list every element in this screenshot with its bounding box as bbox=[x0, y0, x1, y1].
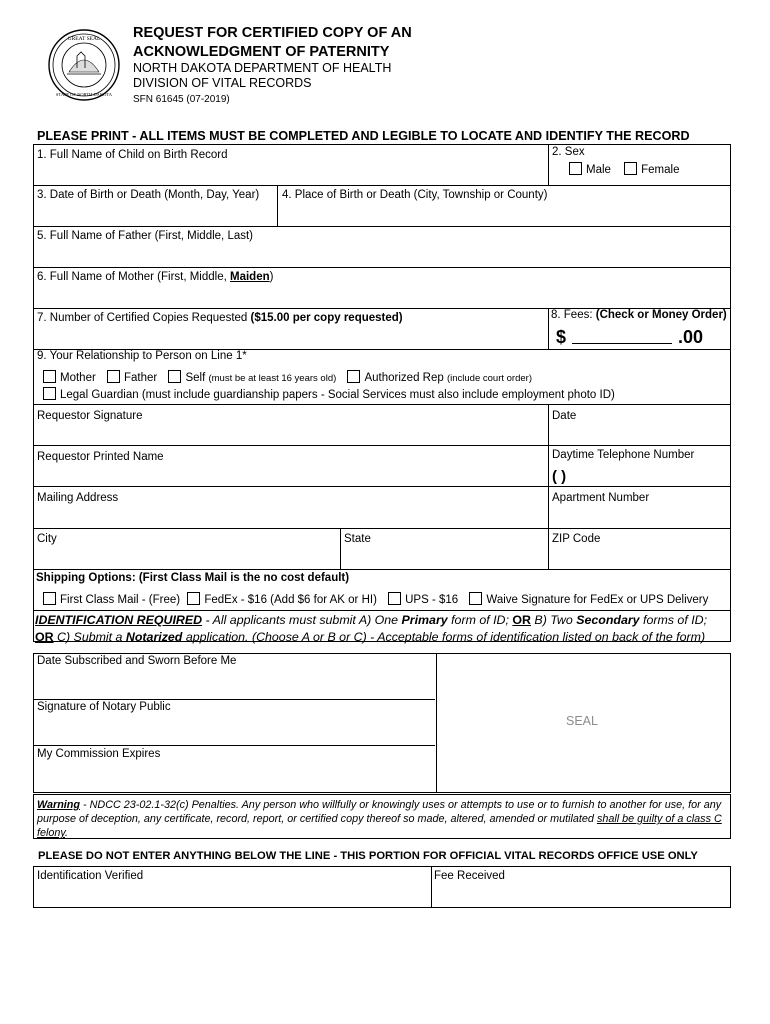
mother-label-start: 6. Full Name of Mother (First, Middle, bbox=[37, 271, 230, 283]
seal-text-top: GREAT SEAL bbox=[67, 36, 101, 42]
waive-signature-label: Waive Signature for FedEx or UPS Delivery bbox=[486, 594, 709, 606]
row-divider bbox=[34, 486, 730, 487]
self-age-note: (must be at least 16 years old) bbox=[208, 373, 337, 384]
fees-label-start: 8. Fees: bbox=[551, 309, 596, 321]
apartment-number-field[interactable]: Apartment Number bbox=[552, 492, 650, 504]
col-divider bbox=[277, 185, 278, 226]
commission-expires-field[interactable]: My Commission Expires bbox=[37, 748, 161, 760]
city-field[interactable]: City bbox=[37, 533, 57, 545]
place-of-birth-field[interactable]: 4. Place of Birth or Death (City, Township or County) bbox=[282, 189, 548, 201]
copies-requested-field[interactable] bbox=[37, 312, 403, 324]
id-or: OR bbox=[512, 613, 531, 627]
authorized-rep-label: Authorized Rep bbox=[364, 372, 444, 384]
mailing-address-field[interactable]: Mailing Address bbox=[37, 492, 119, 504]
dollar-sign: $ bbox=[556, 327, 567, 347]
legal-guardian-label: Legal Guardian (must include guardianship papers - Social Services must also include employment photo ID) bbox=[60, 389, 615, 401]
seal-text-bottom: STATE OF NORTH DAKOTA bbox=[55, 92, 113, 97]
mother-option-label: Mother bbox=[60, 372, 96, 384]
zip-code-field[interactable]: ZIP Code bbox=[552, 533, 601, 545]
warning-label: Warning bbox=[37, 799, 80, 811]
col-divider bbox=[548, 145, 549, 185]
relationship-options bbox=[43, 370, 532, 384]
maiden-label: Maiden bbox=[230, 271, 270, 283]
id-text: form of ID; bbox=[447, 613, 513, 627]
row-divider bbox=[34, 528, 730, 529]
state-seal-logo bbox=[47, 28, 121, 102]
copies-price-note: ($15.00 per copy requested) bbox=[250, 312, 403, 324]
warning-felony-text: shall be guilty of a class C felony bbox=[37, 813, 722, 839]
fee-cents: .00 bbox=[678, 327, 704, 347]
notary-section bbox=[33, 653, 731, 793]
seal-area: SEAL bbox=[566, 714, 598, 728]
telephone-field[interactable]: ( ) bbox=[552, 468, 567, 485]
office-use-heading: PLEASE DO NOT ENTER ANYTHING BELOW THE LINE - THIS PORTION FOR OFFICIAL VITAL RECORDS OFFICE USE ONLY bbox=[38, 850, 698, 862]
row-divider bbox=[34, 404, 730, 405]
id-notarized: Notarized bbox=[125, 630, 183, 644]
authorized-rep-checkbox[interactable] bbox=[347, 370, 360, 383]
first-class-checkbox[interactable] bbox=[43, 592, 56, 605]
female-checkbox[interactable] bbox=[624, 162, 637, 175]
copies-label: 7. Number of Certified Copies Requested bbox=[37, 312, 251, 324]
id-required-heading: IDENTIFICATION REQUIRED bbox=[35, 613, 203, 627]
id-text: B) Two bbox=[530, 613, 577, 627]
identification-required-notice bbox=[35, 612, 735, 646]
father-option-label: Father bbox=[124, 372, 158, 384]
shipping-options bbox=[43, 592, 708, 606]
col-divider bbox=[548, 404, 549, 569]
male-label: Male bbox=[586, 164, 611, 176]
row-divider bbox=[34, 267, 730, 268]
form-title-line1: REQUEST FOR CERTIFIED COPY OF AN bbox=[133, 25, 412, 41]
id-text: application. (Choose A or B or C) - Acceptable forms of identification listed on back of the form) bbox=[182, 630, 706, 644]
female-label: Female bbox=[641, 164, 680, 176]
warning-end: . bbox=[65, 827, 69, 839]
row-divider bbox=[34, 610, 730, 611]
row-divider bbox=[34, 445, 730, 446]
relationship-label: 9. Your Relationship to Person on Line 1* bbox=[37, 350, 247, 362]
ups-checkbox[interactable] bbox=[388, 592, 401, 605]
row-divider bbox=[34, 185, 730, 186]
col-divider bbox=[340, 528, 341, 569]
mother-name-field[interactable] bbox=[37, 271, 273, 283]
date-field[interactable]: Date bbox=[552, 410, 577, 422]
fees-method: (Check or Money Order) bbox=[595, 309, 727, 321]
id-text: - All applicants must submit A) One bbox=[202, 613, 402, 627]
agency-block bbox=[133, 61, 391, 91]
fee-amount-line[interactable] bbox=[572, 329, 672, 344]
warning-text: - NDCC 23-02.1-32(c) Penalties. Any person who willfully or knowingly uses or attempts to use or to furnish to another for use, for any purpose of deception, any certificate, record, report, or certified copy thereof so made, altered, amended or mutilated bbox=[37, 799, 722, 825]
waive-signature-checkbox[interactable] bbox=[469, 592, 482, 605]
ups-label: UPS - $16 bbox=[405, 594, 459, 606]
authorized-rep-note: (include court order) bbox=[446, 373, 532, 384]
row-divider bbox=[34, 569, 730, 570]
row-divider bbox=[34, 745, 435, 746]
office-use-section bbox=[33, 866, 731, 908]
identification-verified-field[interactable]: Identification Verified bbox=[37, 870, 144, 882]
legal-guardian-checkbox[interactable] bbox=[43, 387, 56, 400]
print-instruction: PLEASE PRINT - ALL ITEMS MUST BE COMPLETED AND LEGIBLE TO LOCATE AND IDENTIFY THE RECORD bbox=[37, 129, 690, 143]
id-text: C) Submit a bbox=[53, 630, 126, 644]
father-name-field[interactable]: 5. Full Name of Father (First, Middle, Last) bbox=[37, 230, 254, 242]
telephone-field-label: Daytime Telephone Number bbox=[552, 449, 695, 461]
col-divider bbox=[436, 654, 437, 792]
requestor-printed-name-field[interactable]: Requestor Printed Name bbox=[37, 451, 164, 463]
row-divider bbox=[34, 699, 435, 700]
sex-label: 2. Sex bbox=[552, 146, 585, 158]
request-form bbox=[33, 144, 731, 642]
child-name-field[interactable]: 1. Full Name of Child on Birth Record bbox=[37, 149, 228, 161]
father-checkbox[interactable] bbox=[107, 370, 120, 383]
state-field[interactable]: State bbox=[344, 533, 371, 545]
date-sworn-field[interactable]: Date Subscribed and Sworn Before Me bbox=[37, 655, 237, 667]
form-number: SFN 61645 (07-2019) bbox=[133, 94, 230, 105]
col-divider bbox=[548, 308, 549, 349]
fee-received-field[interactable]: Fee Received bbox=[434, 870, 505, 882]
id-primary: Primary bbox=[401, 613, 448, 627]
fedex-checkbox[interactable] bbox=[187, 592, 200, 605]
col-divider bbox=[431, 867, 432, 907]
sex-options bbox=[569, 162, 680, 176]
shipping-options-label: Shipping Options: (First Class Mail is the no cost default) bbox=[36, 572, 350, 584]
fedex-label: FedEx - $16 (Add $6 for AK or HI) bbox=[204, 594, 377, 606]
form-title bbox=[133, 24, 412, 62]
id-text: forms of ID; bbox=[639, 613, 708, 627]
guardian-option bbox=[43, 387, 615, 401]
division-name: DIVISION OF VITAL RECORDS bbox=[133, 76, 312, 90]
male-checkbox[interactable] bbox=[569, 162, 582, 175]
date-of-birth-field[interactable]: 3. Date of Birth or Death (Month, Day, Year) bbox=[37, 189, 260, 201]
warning-notice bbox=[33, 794, 731, 839]
notary-signature-field[interactable]: Signature of Notary Public bbox=[37, 701, 171, 713]
row-divider bbox=[34, 226, 730, 227]
form-title-line2: ACKNOWLEDGMENT OF PATERNITY bbox=[133, 44, 390, 60]
first-class-label: First Class Mail - (Free) bbox=[60, 594, 181, 606]
self-checkbox[interactable] bbox=[168, 370, 181, 383]
fee-amount-field[interactable] bbox=[556, 327, 703, 348]
mother-checkbox[interactable] bbox=[43, 370, 56, 383]
department-name: NORTH DAKOTA DEPARTMENT OF HEALTH bbox=[133, 61, 392, 75]
fees-label bbox=[551, 309, 727, 321]
requestor-signature-field[interactable]: Requestor Signature bbox=[37, 410, 143, 422]
id-secondary: Secondary bbox=[576, 613, 640, 627]
mother-label-end: ) bbox=[269, 271, 274, 283]
self-option-label: Self bbox=[185, 372, 206, 384]
id-or: OR bbox=[35, 630, 54, 644]
